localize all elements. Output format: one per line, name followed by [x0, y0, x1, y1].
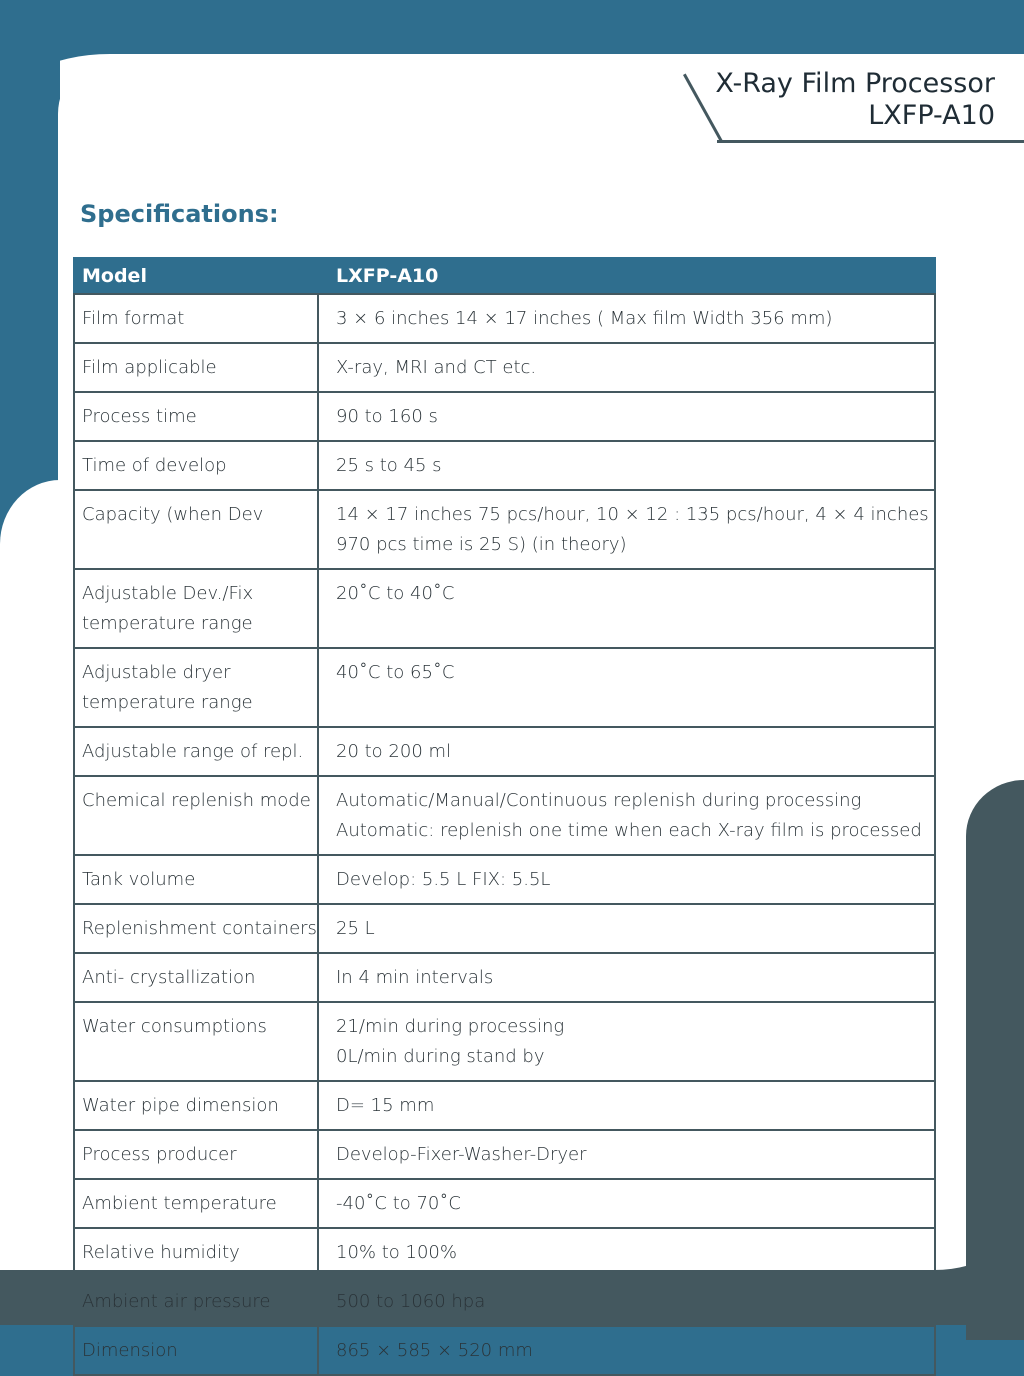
- spec-label-cell: [74, 648, 318, 727]
- spec-label: Relative humidity: [82, 1242, 240, 1263]
- spec-value: 20˚C to 40˚C: [336, 583, 455, 604]
- spec-label-cell: [74, 1130, 318, 1179]
- table-row: [74, 1228, 935, 1277]
- spec-label: Film applicable: [82, 357, 217, 378]
- spec-label-cell: [74, 1326, 318, 1375]
- table-row: [74, 441, 935, 490]
- spec-value: -40˚C to 70˚C: [336, 1193, 461, 1214]
- spec-value-cell: [318, 953, 935, 1002]
- table-row: [74, 1081, 935, 1130]
- spec-label-cell: [74, 1179, 318, 1228]
- spec-value: In 4 min intervals: [336, 967, 494, 988]
- table-row: [74, 1130, 935, 1179]
- table-row: [74, 294, 935, 343]
- spec-label-cell: [74, 1002, 318, 1081]
- spec-label-cell: [74, 441, 318, 490]
- section-heading: Specifications:: [80, 200, 279, 228]
- spec-value: X-ray, MRI and CT etc.: [336, 357, 537, 378]
- spec-value-cell: [318, 855, 935, 904]
- table-row: [74, 727, 935, 776]
- table-row: [74, 1179, 935, 1228]
- spec-label-cell: [74, 343, 318, 392]
- spec-value: 10% to 100%: [336, 1242, 457, 1263]
- left-accent-tab: [0, 54, 60, 544]
- spec-value: 40˚C to 65˚C: [336, 662, 455, 683]
- spec-value: 865 × 585 × 520 mm: [336, 1340, 533, 1361]
- spec-value-cell: [318, 1228, 935, 1277]
- spec-value: 14 × 17 inches 75 pcs/hour, 10 × 12 : 135 pcs/hour, 4 × 4 inches: [336, 504, 929, 525]
- spec-value-cell: [318, 1081, 935, 1130]
- spec-value-cell: [318, 569, 935, 648]
- header-model: Model: [74, 258, 318, 294]
- spec-value: Automatic/Manual/Continuous replenish during processing: [336, 790, 862, 811]
- table-body: [74, 294, 935, 1375]
- spec-value-cell: [318, 1002, 935, 1081]
- spec-value: 90 to 160 s: [336, 406, 438, 427]
- spec-value-cell: [318, 904, 935, 953]
- table-row: [74, 569, 935, 648]
- spec-label: Adjustable range of repl.: [82, 741, 304, 762]
- spec-label: Dimension: [82, 1340, 178, 1361]
- table-row: [74, 855, 935, 904]
- table-row: [74, 1326, 935, 1375]
- spec-value-cell: [318, 441, 935, 490]
- document-title: [715, 68, 995, 132]
- spec-label: Adjustable dryer: [82, 662, 231, 683]
- table-row: [74, 648, 935, 727]
- spec-label-cell: [74, 1081, 318, 1130]
- spec-value-cell: [318, 727, 935, 776]
- spec-value-cell: [318, 490, 935, 569]
- spec-value: 3 × 6 inches 14 × 17 inches ( Max film Width 356 mm): [336, 308, 833, 329]
- spec-value: D= 15 mm: [336, 1095, 435, 1116]
- spec-label: Tank volume: [82, 869, 196, 890]
- spec-value-cell: [318, 776, 935, 855]
- spec-label: Adjustable Dev./Fix: [82, 583, 254, 604]
- spec-value: 25 s to 45 s: [336, 455, 442, 476]
- spec-label: Film format: [82, 308, 185, 329]
- spec-value: 25 L: [336, 918, 375, 939]
- table-row: [74, 1277, 935, 1326]
- spec-value: 0L/min during stand by: [336, 1046, 545, 1067]
- spec-value-cell: [318, 392, 935, 441]
- spec-value: 970 pcs time is 25 S) (in theory): [336, 534, 627, 555]
- spec-label: temperature range: [82, 692, 253, 713]
- title-line-1: X-Ray Film Processor: [715, 68, 995, 99]
- spec-label: Process time: [82, 406, 197, 427]
- spec-label-cell: [74, 776, 318, 855]
- table-row: [74, 776, 935, 855]
- spec-label-cell: [74, 490, 318, 569]
- table-row: [74, 490, 935, 569]
- title-underline: [717, 140, 1024, 143]
- spec-value-cell: [318, 1179, 935, 1228]
- spec-label: Ambient air pressure: [82, 1291, 271, 1312]
- title-line-2: LXFP-A10: [868, 100, 995, 131]
- spec-label-cell: [74, 855, 318, 904]
- spec-value: Develop: 5.5 L FIX: 5.5L: [336, 869, 551, 890]
- table-header-row: [74, 258, 935, 294]
- specifications-table: [73, 257, 936, 1376]
- spec-label: Ambient temperature: [82, 1193, 277, 1214]
- spec-value-cell: [318, 1326, 935, 1375]
- table-row: [74, 904, 935, 953]
- spec-label: Water consumptions: [82, 1016, 267, 1037]
- spec-label-cell: [74, 1277, 318, 1326]
- spec-value: Develop-Fixer-Washer-Dryer: [336, 1144, 587, 1165]
- spec-label-cell: [74, 904, 318, 953]
- spec-label: Water pipe dimension: [82, 1095, 279, 1116]
- spec-label: temperature range: [82, 613, 253, 634]
- spec-value: 500 to 1060 hpa: [336, 1291, 486, 1312]
- spec-value-cell: [318, 343, 935, 392]
- spec-value-cell: [318, 648, 935, 727]
- header-model-value: LXFP-A10: [318, 258, 935, 294]
- spec-value-cell: [318, 294, 935, 343]
- table-row: [74, 343, 935, 392]
- spec-label-cell: [74, 294, 318, 343]
- spec-label: Chemical replenish mode: [82, 790, 311, 811]
- spec-label: Replenishment containers: [82, 918, 317, 939]
- spec-label-cell: [74, 569, 318, 648]
- spec-label-cell: [74, 953, 318, 1002]
- table-row: [74, 953, 935, 1002]
- spec-value: 20 to 200 ml: [336, 741, 452, 762]
- spec-label: Time of develop: [82, 455, 227, 476]
- spec-value-cell: [318, 1277, 935, 1326]
- spec-label: Process producer: [82, 1144, 237, 1165]
- spec-value-cell: [318, 1130, 935, 1179]
- table-row: [74, 392, 935, 441]
- spec-value: 21/min during processing: [336, 1016, 565, 1037]
- spec-label: Anti- crystallization: [82, 967, 256, 988]
- spec-label: Capacity (when Dev: [82, 504, 264, 525]
- spec-value: Automatic: replenish one time when each X-ray film is processed: [336, 820, 922, 841]
- spec-label-cell: [74, 1228, 318, 1277]
- right-accent-bar: [966, 780, 1024, 1340]
- table-row: [74, 1002, 935, 1081]
- spec-label-cell: [74, 392, 318, 441]
- spec-label-cell: [74, 727, 318, 776]
